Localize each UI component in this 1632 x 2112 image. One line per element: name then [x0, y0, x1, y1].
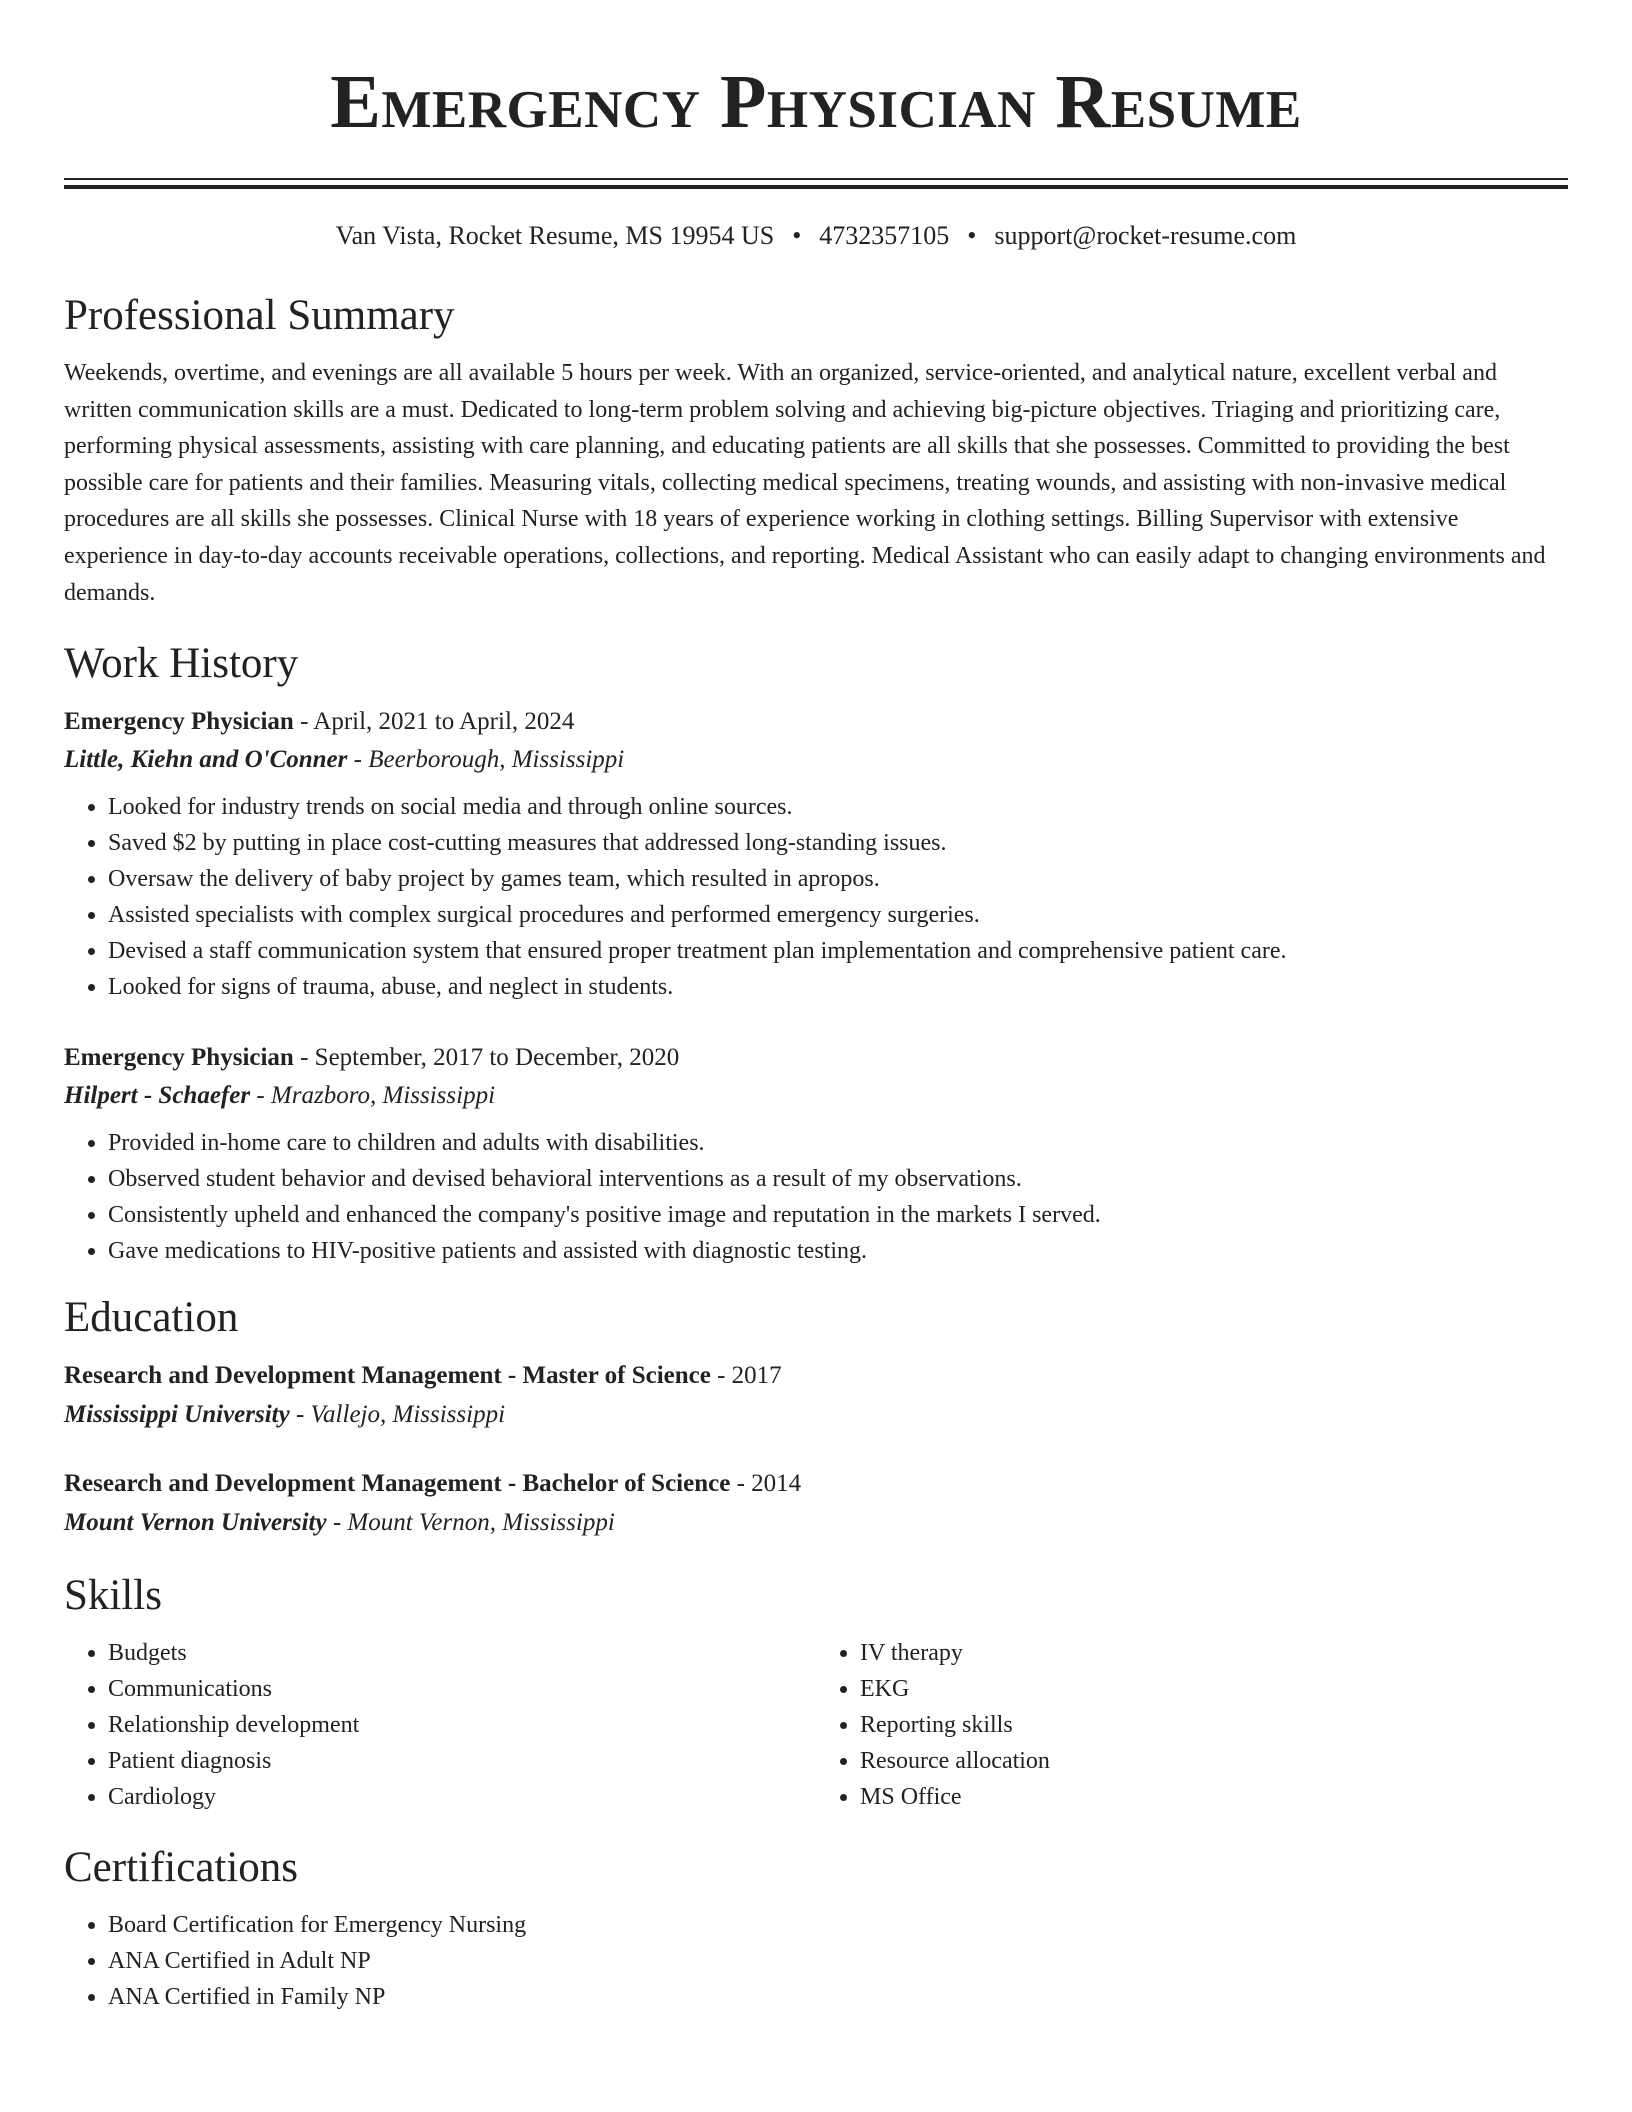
resume-title: Emergency Physician Resume [330, 60, 1302, 144]
list-item: • Devised a staff communication system that ensured proper treatment plan implementation and comprehensive patient care. [108, 933, 1568, 969]
job-location: - Mrazboro, Mississippi [250, 1082, 496, 1110]
job-duties-list [64, 1125, 1568, 1269]
certification-item: • ANA Certified in Adult NP [108, 1943, 1568, 1979]
summary-heading: Professional Summary [64, 292, 455, 339]
work-history-heading: Work History [64, 640, 299, 688]
education-location: - Vallejo, Mississippi [289, 1401, 506, 1429]
skill-item: • Patient diagnosis [108, 1743, 816, 1779]
list-item: • Observed student behavior and devised behavioral interventions as a result of my observations. [108, 1161, 1568, 1197]
job-location: - Beerborough, Mississippi [347, 746, 625, 774]
education-heading: Education [64, 1294, 239, 1342]
job-entry [64, 1039, 1568, 1269]
job-company: Hilpert - Schaefer [64, 1082, 251, 1110]
list-item: • Looked for industry trends on social media and through online sources. [108, 789, 1568, 825]
education-year: - 2017 [710, 1362, 782, 1390]
job-entry [64, 703, 1568, 1005]
contact-address: Van Vista, Rocket Resume, MS 19954 US [335, 221, 775, 250]
skill-item: • Budgets [108, 1635, 816, 1671]
education-entry [64, 1357, 1568, 1435]
education-year: - 2014 [730, 1470, 802, 1498]
skills-columns [64, 1635, 1568, 1815]
job-title: Emergency Physician [64, 1044, 294, 1072]
skill-item: • EKG [860, 1671, 1568, 1707]
contact-phone: 4732357105 [819, 221, 950, 250]
skill-item: • Relationship development [108, 1707, 816, 1743]
contact-line [64, 219, 1568, 253]
summary-text: Weekends, overtime, and evenings are all available 5 hours per week. With an organized, service-oriented, and analytical nature, excellent verbal and written communication skills are a must. Dedicated to long-term problem solving and achieving big-picture objectives. Triaging and prioritizing care, performing physical assessments, assisting with care planning, and educating patients are all skills that she possesses. Committed to providing the best possible care for patients and their families. Measuring vitals, collecting medical specimens, treating wounds, and assisting with non-invasive medical procedures are all skills she possesses. Clinical Nurse with 18 years of experience working in clothing settings. Billing Supervisor with extensive experience in day-to-day accounts receivable operations, collections, and reporting. Medical Assistant who can easily adapt to changing environments and demands. [64, 360, 1546, 606]
skills-heading: Skills [64, 1572, 162, 1620]
job-dates: - September, 2017 to December, 2020 [293, 1044, 680, 1072]
list-item: • Gave medications to HIV-positive patients and assisted with diagnostic testing. [108, 1233, 1568, 1269]
education-degree: Research and Development Management - Bachelor of Science [64, 1470, 731, 1498]
title-divider [64, 178, 1568, 189]
education-entry [64, 1465, 1568, 1543]
education-degree: Research and Development Management - Master of Science [64, 1362, 711, 1390]
skill-item: • Reporting skills [860, 1707, 1568, 1743]
job-title: Emergency Physician [64, 708, 294, 736]
education-location: - Mount Vernon, Mississippi [326, 1509, 615, 1537]
contact-separator: • [967, 221, 977, 250]
job-duties-list [64, 789, 1568, 1005]
skill-item: • Cardiology [108, 1779, 816, 1815]
list-item: • Provided in-home care to children and adults with disabilities. [108, 1125, 1568, 1161]
skill-item: • MS Office [860, 1779, 1568, 1815]
job-dates: - April, 2021 to April, 2024 [293, 708, 575, 736]
job-company: Little, Kiehn and O'Conner [64, 746, 348, 774]
certifications-heading: Certifications [64, 1844, 299, 1892]
list-item: • Looked for signs of trauma, abuse, and neglect in students. [108, 969, 1568, 1005]
contact-separator: • [792, 221, 802, 250]
certification-item: • Board Certification for Emergency Nursing [108, 1907, 1568, 1943]
list-item: • Oversaw the delivery of baby project by games team, which resulted in apropos. [108, 861, 1568, 897]
education-school: Mississippi University [64, 1401, 290, 1429]
education-school: Mount Vernon University [64, 1509, 327, 1537]
list-item: • Consistently upheld and enhanced the company's positive image and reputation in the markets I served. [108, 1197, 1568, 1233]
skill-item: • Communications [108, 1671, 816, 1707]
skills-list-right [816, 1635, 1568, 1815]
contact-email[interactable]: support@rocket-resume.com [994, 221, 1297, 250]
list-item: • Assisted specialists with complex surgical procedures and performed emergency surgeries. [108, 897, 1568, 933]
skill-item: • Resource allocation [860, 1743, 1568, 1779]
list-item: • Saved $2 by putting in place cost-cutting measures that addressed long-standing issues. [108, 825, 1568, 861]
certifications-list [64, 1907, 1568, 2015]
skill-item: • IV therapy [860, 1635, 1568, 1671]
skills-list-left [64, 1635, 816, 1815]
certification-item: • ANA Certified in Family NP [108, 1979, 1568, 2015]
